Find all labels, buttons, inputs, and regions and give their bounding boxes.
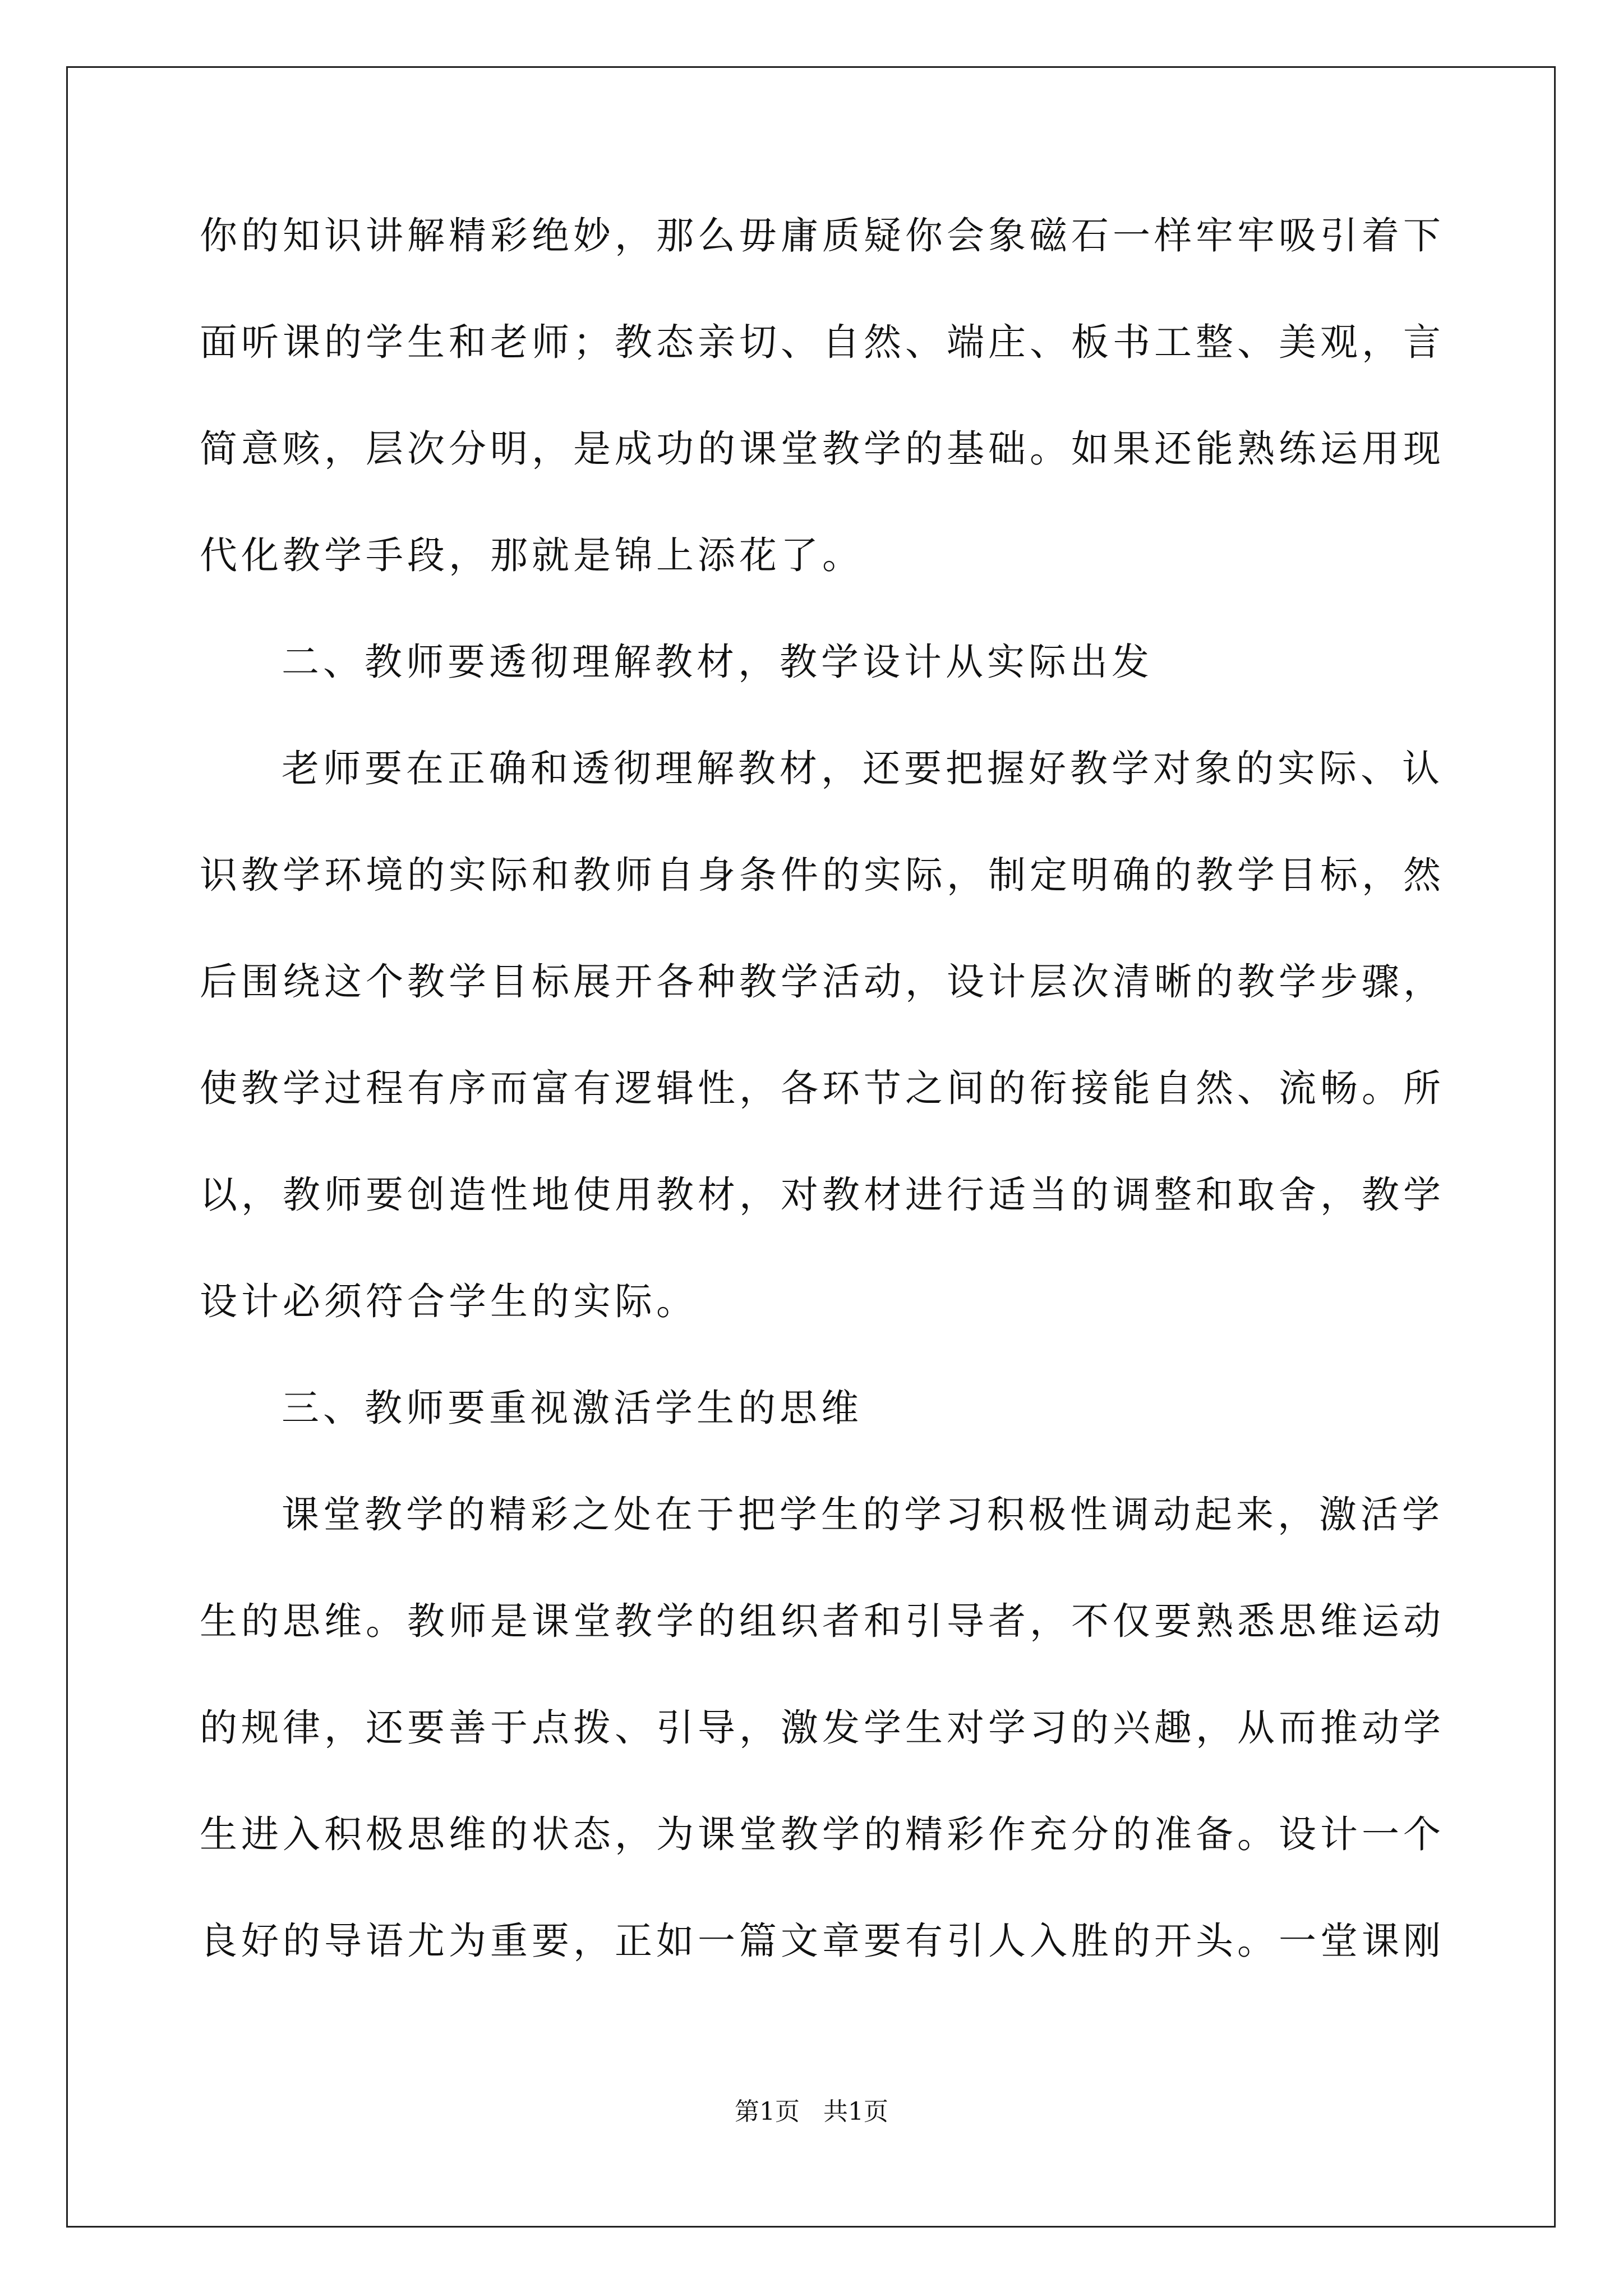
text-line-6: 老师要在正确和透彻理解教材，还要把握好教学对象的实际、认 (282, 747, 1444, 790)
section-heading-2: 二、教师要透彻理解教材，教学设计从实际出发 (282, 640, 1153, 684)
page-border (66, 66, 1556, 2228)
text-line-17: 良好的导语尤为重要，正如一篇文章要有引人入胜的开头。一堂课刚 (200, 1919, 1445, 1963)
text-line-13: 课堂教学的精彩之处在于把学生的学习积极性调动起来，激活学 (282, 1493, 1444, 1536)
text-line-7: 识教学环境的实际和教师自身条件的实际，制定明确的教学目标，然 (200, 853, 1445, 897)
page-footer: 第1页 共1页 (735, 2097, 888, 2126)
section-heading-3: 三、教师要重视激活学生的思维 (282, 1386, 863, 1430)
text-line-1: 你的知识讲解精彩绝妙，那么毋庸质疑你会象磁石一样牢牢吸引着下 (200, 214, 1445, 257)
text-line-11: 设计必须符合学生的实际。 (200, 1280, 698, 1323)
text-line-3: 简意赅，层次分明，是成功的课堂教学的基础。如果还能熟练运用现 (200, 427, 1445, 471)
text-line-2: 面听课的学生和老师；教态亲切、自然、端庄、板书工整、美观，言 (200, 320, 1445, 364)
text-line-9: 使教学过程有序而富有逻辑性，各环节之间的衔接能自然、流畅。所 (200, 1066, 1445, 1110)
text-line-8: 后围绕这个教学目标展开各种教学活动，设计层次清晰的教学步骤， (200, 960, 1445, 1004)
text-line-15: 的规律，还要善于点拨、引导，激发学生对学习的兴趣，从而推动学 (200, 1706, 1445, 1750)
text-line-4: 代化教学手段，那就是锦上添花了。 (200, 533, 864, 577)
text-line-16: 生进入积极思维的状态，为课堂教学的精彩作充分的准备。设计一个 (200, 1812, 1445, 1856)
text-line-10: 以，教师要创造性地使用教材，对教材进行适当的调整和取舍，教学 (200, 1173, 1445, 1217)
text-line-14: 生的思维。教师是课堂教学的组织者和引导者，不仅要熟悉思维运动 (200, 1599, 1445, 1643)
